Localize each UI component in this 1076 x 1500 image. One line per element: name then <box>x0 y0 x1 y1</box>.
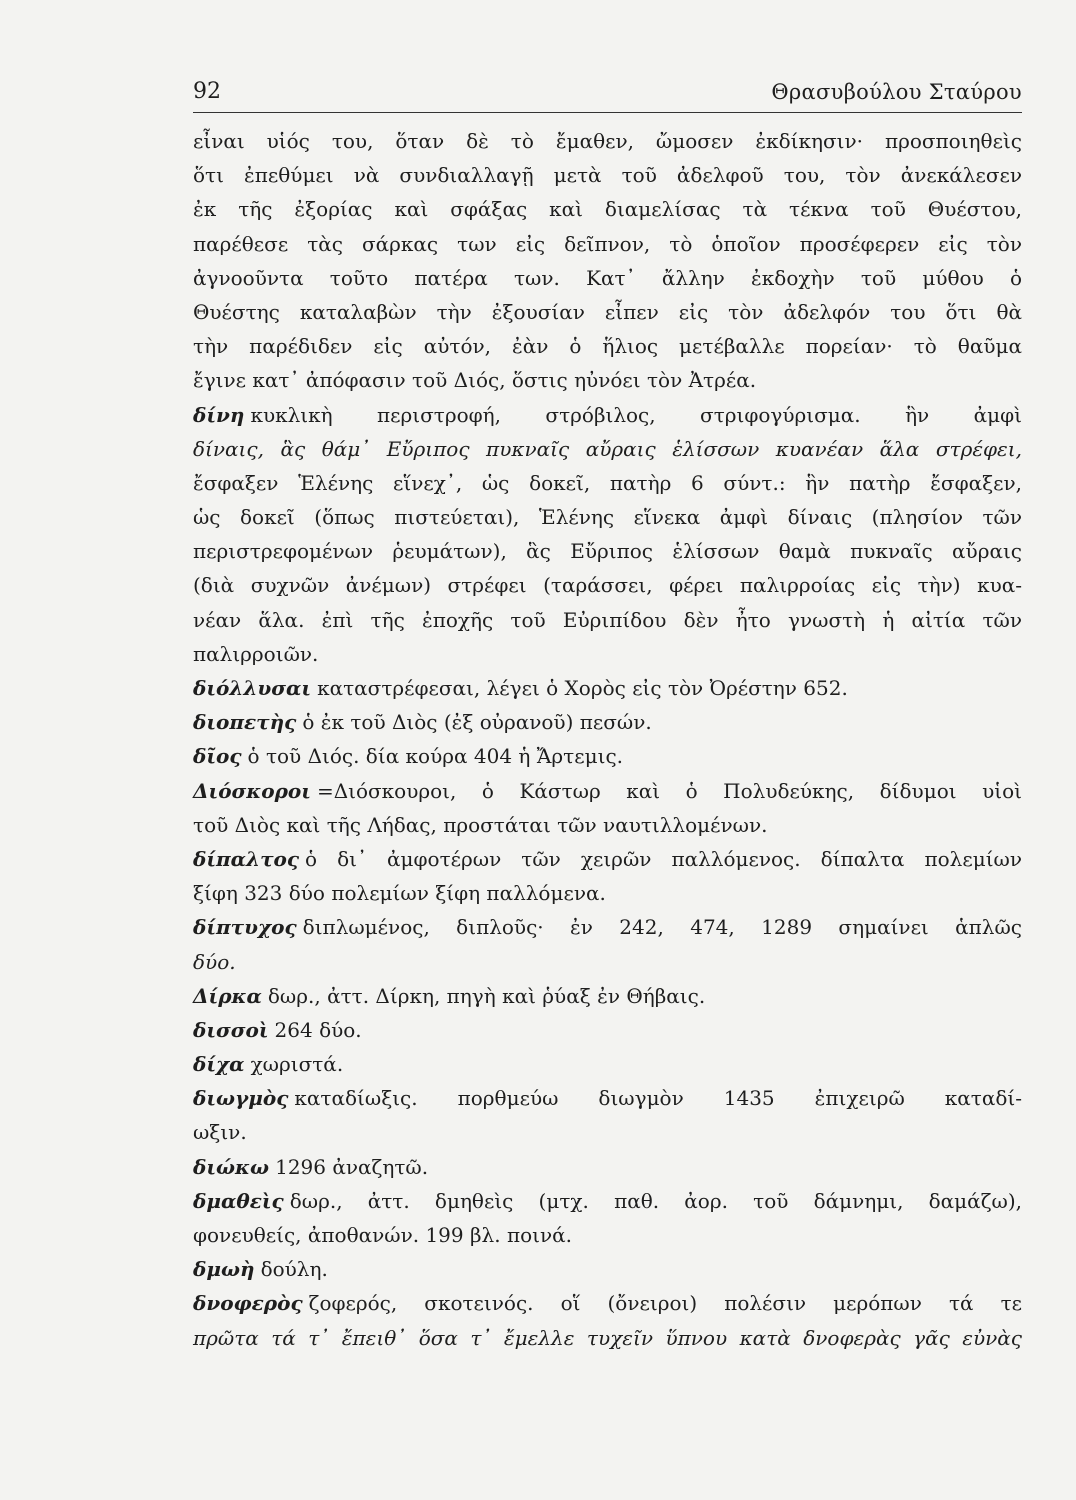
entry-line <box>193 1081 1022 1115</box>
line-text: δύο. <box>193 949 236 974</box>
text-line <box>193 876 1022 910</box>
line-text: ὁ τοῦ Διός. δία κούρα 404 ἡ Ἄρτεμις. <box>247 744 624 769</box>
text-line <box>193 603 1022 637</box>
entry-lemma: δῖος <box>193 744 242 769</box>
line-text: ὅτι ἐπεθύμει νὰ συνδιαλλαγῇ μετὰ τοῦ ἀδελφοῦ του, τὸν ἀνεκάλεσεν <box>193 163 1022 188</box>
line-text: φονευθείς, ἀποθανών. 199 βλ. ποινά. <box>193 1223 572 1247</box>
line-text: Θυέστης καταλαβὼν τὴν ἐξουσίαν εἶπεν εἰς τὸν ἀδελφόν του ὅτι θὰ <box>193 299 1022 324</box>
page-number: 92 <box>193 79 221 104</box>
entry-line <box>193 1150 1022 1184</box>
text-line <box>193 363 1022 397</box>
line-text: δωρ., ἀττ. δμηθεὶς (μτχ. παθ. ἀορ. τοῦ δάμνημι, δαμάζω), <box>289 1188 1022 1213</box>
line-text: ἀγνοοῦντα τοῦτο πατέρα των. Κατ᾽ ἄλλην ἐκδοχὴν τοῦ μύθου ὁ <box>193 265 1022 290</box>
text-line <box>193 945 1022 979</box>
entry-lemma: δμωὴ <box>193 1257 255 1282</box>
text-line <box>193 500 1022 534</box>
line-text: δίναις, ἃς θάμ᾽ Εὔριπος πυκναῖς αὔραις ἑλίσσων κυανέαν ἅλα στρέφει, <box>193 436 1022 461</box>
entry-line <box>193 705 1022 739</box>
line-text: τὴν παρέδιδεν εἰς αὐτόν, ἐὰν ὁ ἥλιος μετέβαλλε πορείαν· τὸ θαῦμα <box>193 334 1022 359</box>
line-text: (διὰ συχνῶν ἀνέμων) στρέφει (ταράσσει, φέρει παλιρροίας εἰς τὴν) κυα- <box>193 573 1022 598</box>
text-line <box>193 1321 1022 1355</box>
entry-lemma: δίπτυχος <box>193 915 297 940</box>
entry-line <box>193 1047 1022 1081</box>
text-line <box>193 261 1022 295</box>
line-text: χωριστά. <box>250 1052 344 1077</box>
text-line <box>193 1115 1022 1149</box>
line-text: ωξιν. <box>193 1120 247 1145</box>
running-head-author: Θρασυβούλου Σταύρου <box>771 80 1022 104</box>
line-text: ἔγινε κατ᾽ ἀπόφασιν τοῦ Διός, ὅστις ηὐνόει τὸν Ἀτρέα. <box>193 368 757 393</box>
text-line <box>193 534 1022 568</box>
entry-line <box>193 979 1022 1013</box>
line-text: ξίφη 323 δύο πολεμίων ξίφη παλλόμενα. <box>193 881 606 906</box>
entry-line <box>193 1286 1022 1320</box>
entry-line <box>193 739 1022 773</box>
line-text: ἔσφαξεν Ἑλένης εἵνεχ᾽, ὡς δοκεῖ, πατὴρ 6 σύντ.: ἣν πατὴρ ἔσφαξεν, <box>193 470 1022 495</box>
line-text: δωρ., ἀττ. Δίρκη, πηγὴ καὶ ῥύαξ ἐν Θήβαις. <box>267 983 706 1008</box>
line-text: ἐκ τῆς ἐξορίας καὶ σφάξας καὶ διαμελίσας τὰ τέκνα τοῦ Θυέστου, <box>193 197 1022 222</box>
line-text: ζοφερός, σκοτεινός. οἵ (ὄνειροι) πολέσιν μερόπων τά τε <box>308 1291 1022 1316</box>
text-line <box>193 637 1022 671</box>
text-line <box>193 466 1022 500</box>
entry-lemma: δνοφερὸς <box>193 1291 303 1316</box>
running-head <box>193 78 1022 113</box>
line-text: παρέθεσε τὰς σάρκας των εἰς δεῖπνον, τὸ ὁποῖον προσέφερεν εἰς τὸν <box>193 231 1022 256</box>
line-text: ὡς δοκεῖ (ὅπως πιστεύεται), Ἑλένης εἵνεκα ἀμφὶ δίναις (πλησίον τῶν <box>193 505 1022 530</box>
entry-lemma: διοπετὴς <box>193 710 297 735</box>
line-text: πρῶτα τά τ᾽ ἔπειθ᾽ ὅσα τ᾽ ἔμελλε τυχεῖν ὕπνου κατὰ δνοφερὰς γᾶς εὐνὰς <box>193 1325 1022 1350</box>
line-text: νέαν ἅλα. ἐπὶ τῆς ἐποχῆς τοῦ Εὐριπίδου δὲν ἦτο γνωστὴ ἡ αἰτία τῶν <box>193 607 1022 632</box>
entry-lemma: δμαθεὶς <box>193 1188 284 1213</box>
entry-lemma: δισσοὶ <box>193 1017 269 1042</box>
entry-lemma: δίχα <box>193 1052 245 1077</box>
line-text: ὁ δι᾽ ἀμφοτέρων τῶν χειρῶν παλλόμενος. δίπαλτα πολεμίων <box>305 846 1022 871</box>
text-line <box>193 808 1022 842</box>
line-text: δούλη. <box>260 1257 328 1282</box>
text-line <box>193 158 1022 192</box>
entry-line <box>193 671 1022 705</box>
line-text: διπλωμένος, διπλοῦς· ἐν 242, 474, 1289 σημαίνει ἁπλῶς <box>302 915 1022 940</box>
text-line <box>193 329 1022 363</box>
line-text: ὁ ἐκ τοῦ Διὸς (ἐξ οὐρανοῦ) πεσών. <box>302 710 652 735</box>
entry-line <box>193 398 1022 432</box>
entry-lemma: διωγμὸς <box>193 1086 289 1111</box>
text-line <box>193 227 1022 261</box>
line-text: καταστρέφεσαι, λέγει ὁ Χορὸς εἰς τὸν Ὀρέστην 652. <box>317 676 848 700</box>
entry-line <box>193 910 1022 944</box>
text-line <box>193 432 1022 466</box>
line-text: καταδίωξις. πορθμεύω διωγμὸν 1435 ἐπιχειρῶ καταδί- <box>294 1086 1022 1111</box>
line-text: =Διόσκουροι, ὁ Κάστωρ καὶ ὁ Πολυδεύκης, δίδυμοι υἱοὶ <box>316 778 1022 803</box>
entry-line <box>193 774 1022 808</box>
text-line <box>193 1218 1022 1252</box>
line-text: περιστρεφομένων ῥευμάτων), ἃς Εὔριπος ἑλίσσων θαμὰ πυκναῖς αὔραις <box>193 539 1022 564</box>
line-text: εἶναι υἱός του, ὅταν δὲ τὸ ἔμαθεν, ὤμοσεν ἐκδίκησιν· προσποιηθεὶς <box>193 129 1022 153</box>
line-text: τοῦ Διὸς καὶ τῆς Λήδας, προστάται τῶν ναυτιλλομένων. <box>193 812 768 837</box>
line-text: παλιρροιῶν. <box>193 641 319 666</box>
text-line <box>193 295 1022 329</box>
entry-lemma: δίνη <box>193 402 245 427</box>
entry-lemma: δίπαλτος <box>193 846 300 871</box>
line-text: 264 δύο. <box>274 1017 362 1042</box>
dictionary-text <box>193 124 1022 1355</box>
entry-lemma: Διόσκοροι <box>193 778 311 803</box>
line-text: κυκλικὴ περιστροφή, στρόβιλος, στριφογύρισμα. ἣν ἀμφὶ <box>250 402 1022 427</box>
entry-lemma: διώκω <box>193 1154 270 1179</box>
entry-line <box>193 842 1022 876</box>
line-text: 1296 ἀναζητῶ. <box>275 1154 429 1179</box>
entry-lemma: Δίρκα <box>193 983 262 1008</box>
text-line <box>193 568 1022 602</box>
entry-lemma: διόλλυσαι <box>193 676 312 700</box>
text-line <box>193 124 1022 158</box>
entry-line <box>193 1013 1022 1047</box>
entry-line <box>193 1252 1022 1286</box>
text-line <box>193 192 1022 226</box>
entry-line <box>193 1184 1022 1218</box>
